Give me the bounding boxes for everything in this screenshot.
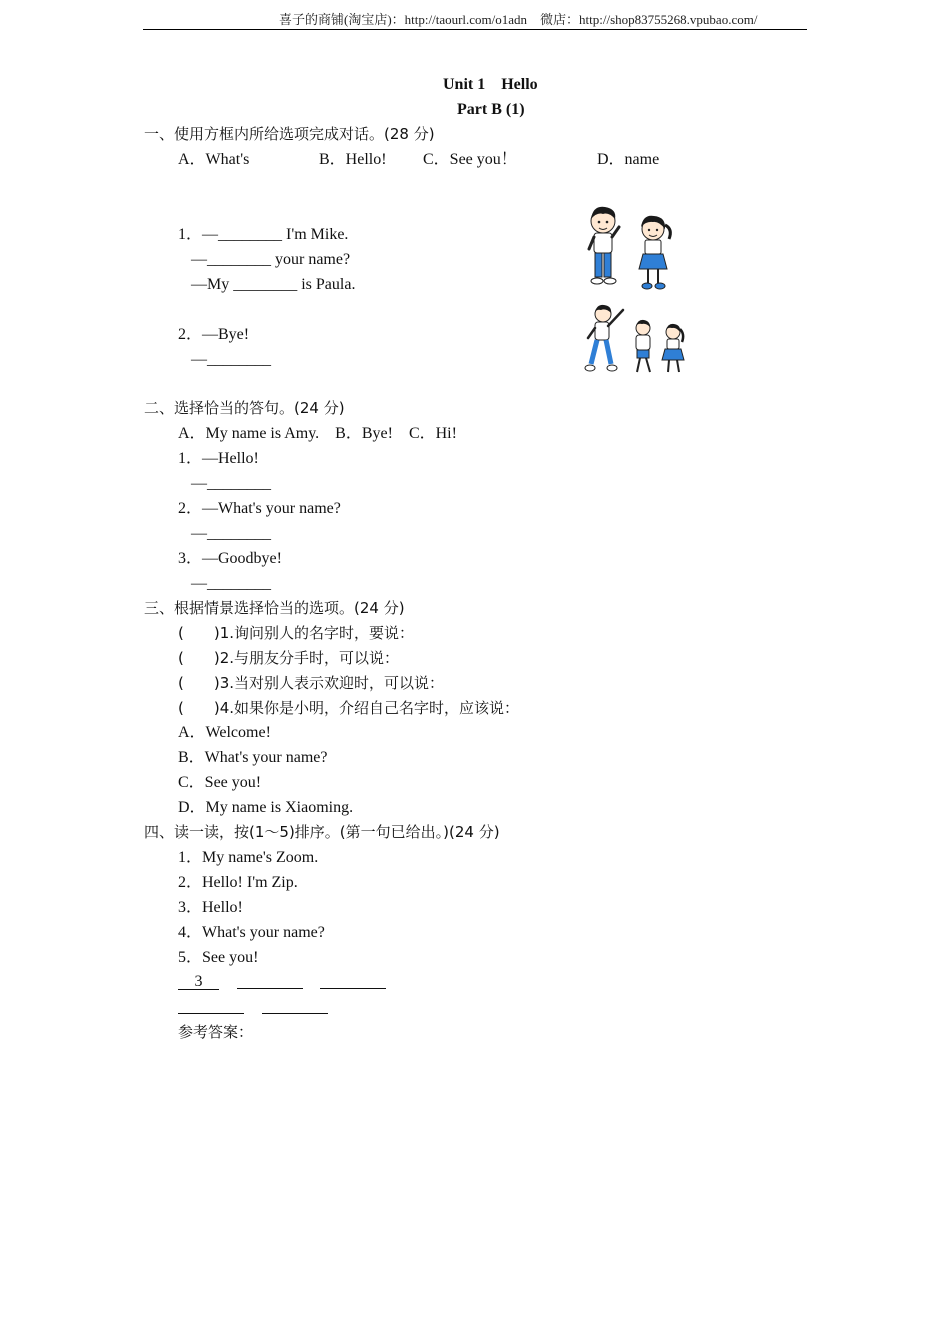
- s3-option-b: B．What's your name?: [178, 749, 328, 766]
- s2-q1: 1．—Hello!: [178, 450, 259, 467]
- s3-item-1: ( )1.询问别人的名字时，要说：: [178, 624, 415, 642]
- section1-heading: 一、使用方框内所给选项完成对话。(28 分): [144, 125, 435, 143]
- s4-blank-4: [178, 1013, 244, 1014]
- s2-q3: 3．—Goodbye!: [178, 550, 282, 567]
- answer-key-label: 参考答案：: [178, 1023, 254, 1041]
- s3-option-a: A．Welcome!: [178, 724, 271, 741]
- girl-walking-figure: [662, 324, 684, 372]
- s1-q2-line2: —________: [191, 351, 271, 368]
- s3-item-2: ( )2.与朋友分手时，可以说：: [178, 649, 400, 667]
- boy-figure: [589, 207, 619, 284]
- s2-a1: —________: [191, 475, 271, 492]
- section3-heading: 三、根据情景选择恰当的选项。(24 分): [144, 599, 405, 617]
- s4-sentence-2: 2．Hello! I'm Zip.: [178, 874, 298, 891]
- section1-option-a: A．What's: [178, 151, 250, 168]
- s1-q1-line1: 1．—________ I'm Mike.: [178, 226, 349, 243]
- s4-sentence-3: 3．Hello!: [178, 899, 243, 916]
- s1-q2-line1: 2．—Bye!: [178, 326, 250, 343]
- page-subtitle: Part B (1): [457, 101, 525, 118]
- s1-q1-line2: —________ your name?: [191, 251, 351, 268]
- boy-girl-greeting-illustration: [583, 203, 678, 295]
- s2-a3: —________: [191, 575, 271, 592]
- kid-waving-figure: [585, 305, 623, 371]
- section1-option-b: B．Hello!: [319, 151, 387, 168]
- kid-walking-figure: [636, 320, 650, 372]
- header-rule: [143, 29, 807, 30]
- s4-blank-5: [262, 1013, 328, 1014]
- s4-sentence-1: 1．My name's Zoom.: [178, 849, 319, 866]
- s3-item-4: ( )4.如果你是小明，介绍自己名字时，应该说：: [178, 699, 520, 717]
- s4-blank-given: [178, 972, 219, 990]
- s4-sentence-4: 4．What's your name?: [178, 924, 325, 941]
- s3-option-c: C．See you!: [178, 774, 262, 791]
- s2-q2: 2．—What's your name?: [178, 500, 341, 517]
- page-title: Unit 1 Hello: [443, 76, 538, 93]
- s4-sentence-5: 5．See you!: [178, 949, 259, 966]
- section2-heading: 二、选择恰当的答句。(24 分): [144, 399, 345, 417]
- section4-heading: 四、读一读，按(1～5)排序。(第一句已给出。)(24 分): [144, 823, 500, 841]
- header-text: 喜子的商铺(淘宝店)：http://taourl.com/o1adn 微店：http://shop83755268.vpubao.com/: [279, 12, 758, 27]
- kids-waving-illustration: [583, 302, 688, 378]
- s4-blank-2: [237, 988, 303, 989]
- s4-given-answer: 3: [194, 973, 203, 990]
- section2-options: A．My name is Amy. B．Bye! C．Hi!: [178, 425, 457, 442]
- girl-figure: [639, 216, 670, 289]
- s1-q1-line3: —My ________ is Paula.: [191, 276, 356, 293]
- section1-option-c: C．See you！: [423, 151, 517, 168]
- s3-item-3: ( )3.当对别人表示欢迎时，可以说：: [178, 674, 445, 692]
- section1-option-d: D．name: [597, 151, 660, 168]
- s3-option-d: D．My name is Xiaoming.: [178, 799, 354, 816]
- s2-a2: —________: [191, 525, 271, 542]
- s4-blank-3: [320, 988, 386, 989]
